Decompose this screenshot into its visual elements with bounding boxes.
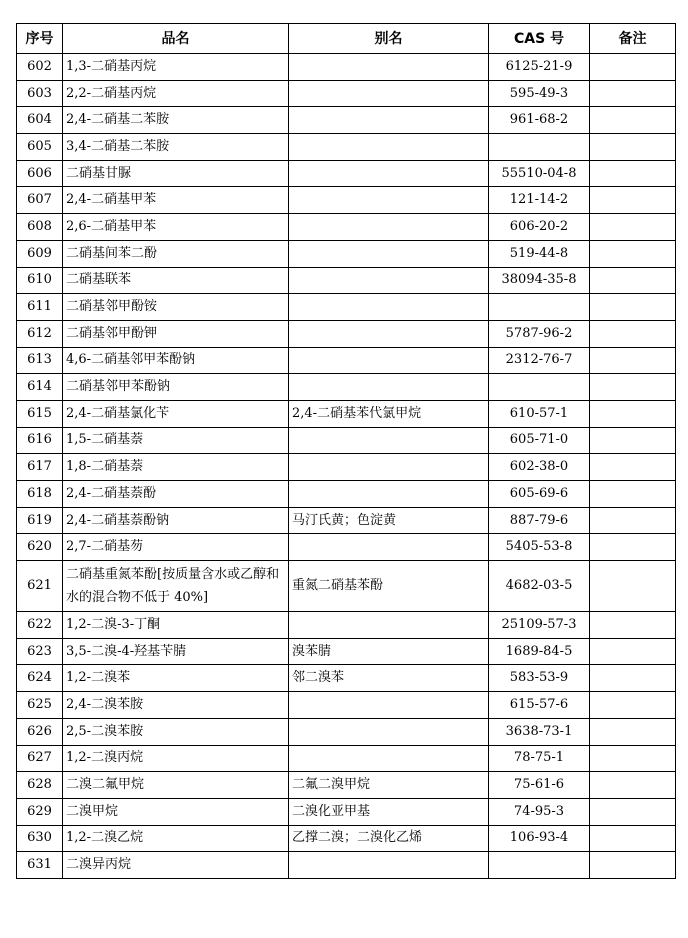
row-alias — [289, 745, 489, 772]
row-serial-number: 624 — [17, 665, 63, 692]
row-cas-number: 610-57-1 — [489, 400, 590, 427]
row-remarks — [590, 454, 676, 481]
row-product-name: 二硝基邻甲酚铵 — [63, 294, 289, 321]
header-product-name: 品名 — [63, 24, 289, 54]
row-product-name: 1,8-二硝基萘 — [63, 454, 289, 481]
header-remarks: 备注 — [590, 24, 676, 54]
row-product-name: 2,4-二硝基氯化苄 — [63, 400, 289, 427]
row-serial-number: 612 — [17, 320, 63, 347]
row-product-name: 二硝基重氮苯酚[按质量含水或乙醇和水的混合物不低于 40%] — [63, 561, 289, 612]
row-product-name: 二硝基邻甲酚钾 — [63, 320, 289, 347]
table-row — [17, 745, 676, 772]
row-alias — [289, 534, 489, 561]
row-serial-number: 630 — [17, 825, 63, 852]
row-cas-number: 615-57-6 — [489, 692, 590, 719]
table-row — [17, 54, 676, 81]
row-product-name: 2,4-二硝基二苯胺 — [63, 107, 289, 134]
row-product-name: 1,2-二溴乙烷 — [63, 825, 289, 852]
row-remarks — [590, 534, 676, 561]
row-alias — [289, 187, 489, 214]
row-cas-number: 5787-96-2 — [489, 320, 590, 347]
row-cas-number: 121-14-2 — [489, 187, 590, 214]
row-alias — [289, 481, 489, 508]
row-cas-number: 961-68-2 — [489, 107, 590, 134]
row-product-name: 2,7-二硝基芴 — [63, 534, 289, 561]
row-product-name: 2,4-二硝基萘酚 — [63, 481, 289, 508]
row-cas-number: 2312-76-7 — [489, 347, 590, 374]
row-product-name: 二硝基甘脲 — [63, 160, 289, 187]
row-product-name: 3,5-二溴-4-羟基苄腈 — [63, 638, 289, 665]
row-product-name: 二硝基联苯 — [63, 267, 289, 294]
row-remarks — [590, 134, 676, 161]
row-serial-number: 614 — [17, 374, 63, 401]
row-alias — [289, 267, 489, 294]
row-product-name: 1,5-二硝基萘 — [63, 427, 289, 454]
row-product-name: 1,2-二溴丙烷 — [63, 745, 289, 772]
table-row — [17, 852, 676, 879]
row-alias: 马汀氏黄；色淀黄 — [289, 507, 489, 534]
table-row — [17, 507, 676, 534]
row-remarks — [590, 852, 676, 879]
row-cas-number: 602-38-0 — [489, 454, 590, 481]
row-cas-number: 519-44-8 — [489, 240, 590, 267]
row-cas-number — [489, 852, 590, 879]
row-product-name: 二溴二氟甲烷 — [63, 772, 289, 799]
row-serial-number: 613 — [17, 347, 63, 374]
row-alias — [289, 160, 489, 187]
row-remarks — [590, 825, 676, 852]
row-remarks — [590, 374, 676, 401]
table-row — [17, 187, 676, 214]
row-remarks — [590, 638, 676, 665]
row-remarks — [590, 240, 676, 267]
table-row — [17, 427, 676, 454]
row-serial-number: 603 — [17, 80, 63, 107]
table-row — [17, 534, 676, 561]
row-product-name: 4,6-二硝基邻甲苯酚钠 — [63, 347, 289, 374]
row-alias — [289, 454, 489, 481]
row-product-name: 2,6-二硝基甲苯 — [63, 214, 289, 241]
row-product-name: 2,4-二硝基甲苯 — [63, 187, 289, 214]
row-cas-number: 75-61-6 — [489, 772, 590, 799]
table-row — [17, 374, 676, 401]
table-row — [17, 638, 676, 665]
row-cas-number: 6125-21-9 — [489, 54, 590, 81]
header-serial-number: 序号 — [17, 24, 63, 54]
row-alias — [289, 80, 489, 107]
row-cas-number: 606-20-2 — [489, 214, 590, 241]
row-alias — [289, 347, 489, 374]
row-serial-number: 625 — [17, 692, 63, 719]
row-remarks — [590, 160, 676, 187]
row-remarks — [590, 294, 676, 321]
row-cas-number — [489, 134, 590, 161]
row-cas-number: 78-75-1 — [489, 745, 590, 772]
row-serial-number: 627 — [17, 745, 63, 772]
row-serial-number: 602 — [17, 54, 63, 81]
row-serial-number: 607 — [17, 187, 63, 214]
row-cas-number: 55510-04-8 — [489, 160, 590, 187]
row-product-name: 1,3-二硝基丙烷 — [63, 54, 289, 81]
row-remarks — [590, 772, 676, 799]
row-product-name: 二溴异丙烷 — [63, 852, 289, 879]
row-cas-number: 583-53-9 — [489, 665, 590, 692]
row-product-name: 二硝基邻甲苯酚钠 — [63, 374, 289, 401]
row-cas-number — [489, 374, 590, 401]
row-alias: 2,4-二硝基苯代氯甲烷 — [289, 400, 489, 427]
table-row — [17, 347, 676, 374]
row-serial-number: 631 — [17, 852, 63, 879]
row-remarks — [590, 718, 676, 745]
row-cas-number — [489, 294, 590, 321]
row-remarks — [590, 481, 676, 508]
table-row — [17, 107, 676, 134]
row-product-name: 二硝基间苯二酚 — [63, 240, 289, 267]
table-row — [17, 692, 676, 719]
table-row — [17, 400, 676, 427]
row-alias: 二氟二溴甲烷 — [289, 772, 489, 799]
row-serial-number: 604 — [17, 107, 63, 134]
row-serial-number: 615 — [17, 400, 63, 427]
table-row — [17, 825, 676, 852]
table-row — [17, 665, 676, 692]
row-remarks — [590, 187, 676, 214]
table-row — [17, 481, 676, 508]
row-serial-number: 622 — [17, 612, 63, 639]
chemicals-table — [16, 23, 676, 879]
row-cas-number: 3638-73-1 — [489, 718, 590, 745]
row-alias: 二溴化亚甲基 — [289, 798, 489, 825]
row-alias — [289, 54, 489, 81]
row-serial-number: 616 — [17, 427, 63, 454]
table-row — [17, 320, 676, 347]
row-remarks — [590, 80, 676, 107]
row-alias — [289, 612, 489, 639]
row-serial-number: 611 — [17, 294, 63, 321]
row-alias — [289, 240, 489, 267]
row-remarks — [590, 798, 676, 825]
row-cas-number: 595-49-3 — [489, 80, 590, 107]
row-serial-number: 621 — [17, 561, 63, 612]
row-product-name: 2,4-二硝基萘酚钠 — [63, 507, 289, 534]
row-remarks — [590, 612, 676, 639]
table-row — [17, 80, 676, 107]
row-alias — [289, 294, 489, 321]
row-serial-number: 608 — [17, 214, 63, 241]
row-serial-number: 610 — [17, 267, 63, 294]
row-alias — [289, 852, 489, 879]
row-product-name: 3,4-二硝基二苯胺 — [63, 134, 289, 161]
row-serial-number: 606 — [17, 160, 63, 187]
row-cas-number: 5405-53-8 — [489, 534, 590, 561]
row-cas-number: 74-95-3 — [489, 798, 590, 825]
table-row — [17, 561, 676, 612]
row-product-name: 2,2-二硝基丙烷 — [63, 80, 289, 107]
row-remarks — [590, 214, 676, 241]
row-product-name: 二溴甲烷 — [63, 798, 289, 825]
row-alias: 溴苯腈 — [289, 638, 489, 665]
row-remarks — [590, 347, 676, 374]
row-serial-number: 609 — [17, 240, 63, 267]
row-alias — [289, 718, 489, 745]
row-product-name: 2,4-二溴苯胺 — [63, 692, 289, 719]
row-alias — [289, 320, 489, 347]
row-serial-number: 605 — [17, 134, 63, 161]
row-remarks — [590, 267, 676, 294]
row-product-name: 2,5-二溴苯胺 — [63, 718, 289, 745]
row-cas-number: 605-71-0 — [489, 427, 590, 454]
row-alias: 重氮二硝基苯酚 — [289, 561, 489, 612]
row-remarks — [590, 427, 676, 454]
row-alias: 乙撑二溴；二溴化乙烯 — [289, 825, 489, 852]
row-remarks — [590, 400, 676, 427]
row-remarks — [590, 665, 676, 692]
row-serial-number: 618 — [17, 481, 63, 508]
table-row — [17, 454, 676, 481]
row-serial-number: 629 — [17, 798, 63, 825]
row-serial-number: 626 — [17, 718, 63, 745]
table-header-row — [17, 24, 676, 54]
row-alias — [289, 214, 489, 241]
row-serial-number: 628 — [17, 772, 63, 799]
row-cas-number: 4682-03-5 — [489, 561, 590, 612]
row-alias: 邻二溴苯 — [289, 665, 489, 692]
table-row — [17, 240, 676, 267]
row-cas-number: 25109-57-3 — [489, 612, 590, 639]
row-remarks — [590, 507, 676, 534]
row-alias — [289, 107, 489, 134]
row-remarks — [590, 54, 676, 81]
table-row — [17, 134, 676, 161]
row-remarks — [590, 745, 676, 772]
row-alias — [289, 427, 489, 454]
row-remarks — [590, 320, 676, 347]
table-body — [17, 54, 676, 879]
row-remarks — [590, 692, 676, 719]
row-serial-number: 617 — [17, 454, 63, 481]
row-cas-number: 1689-84-5 — [489, 638, 590, 665]
row-cas-number: 605-69-6 — [489, 481, 590, 508]
table-row — [17, 772, 676, 799]
row-serial-number: 620 — [17, 534, 63, 561]
row-serial-number: 619 — [17, 507, 63, 534]
row-product-name: 1,2-二溴-3-丁酮 — [63, 612, 289, 639]
header-cas-number: CAS 号 — [489, 24, 590, 54]
table-row — [17, 214, 676, 241]
table-row — [17, 160, 676, 187]
row-cas-number: 38094-35-8 — [489, 267, 590, 294]
row-remarks — [590, 561, 676, 612]
row-cas-number: 887-79-6 — [489, 507, 590, 534]
row-alias — [289, 134, 489, 161]
table-row — [17, 798, 676, 825]
table-row — [17, 718, 676, 745]
row-alias — [289, 374, 489, 401]
header-alias: 别名 — [289, 24, 489, 54]
row-product-name: 1,2-二溴苯 — [63, 665, 289, 692]
table-row — [17, 267, 676, 294]
table-row — [17, 612, 676, 639]
row-cas-number: 106-93-4 — [489, 825, 590, 852]
row-serial-number: 623 — [17, 638, 63, 665]
row-remarks — [590, 107, 676, 134]
table-row — [17, 294, 676, 321]
row-alias — [289, 692, 489, 719]
